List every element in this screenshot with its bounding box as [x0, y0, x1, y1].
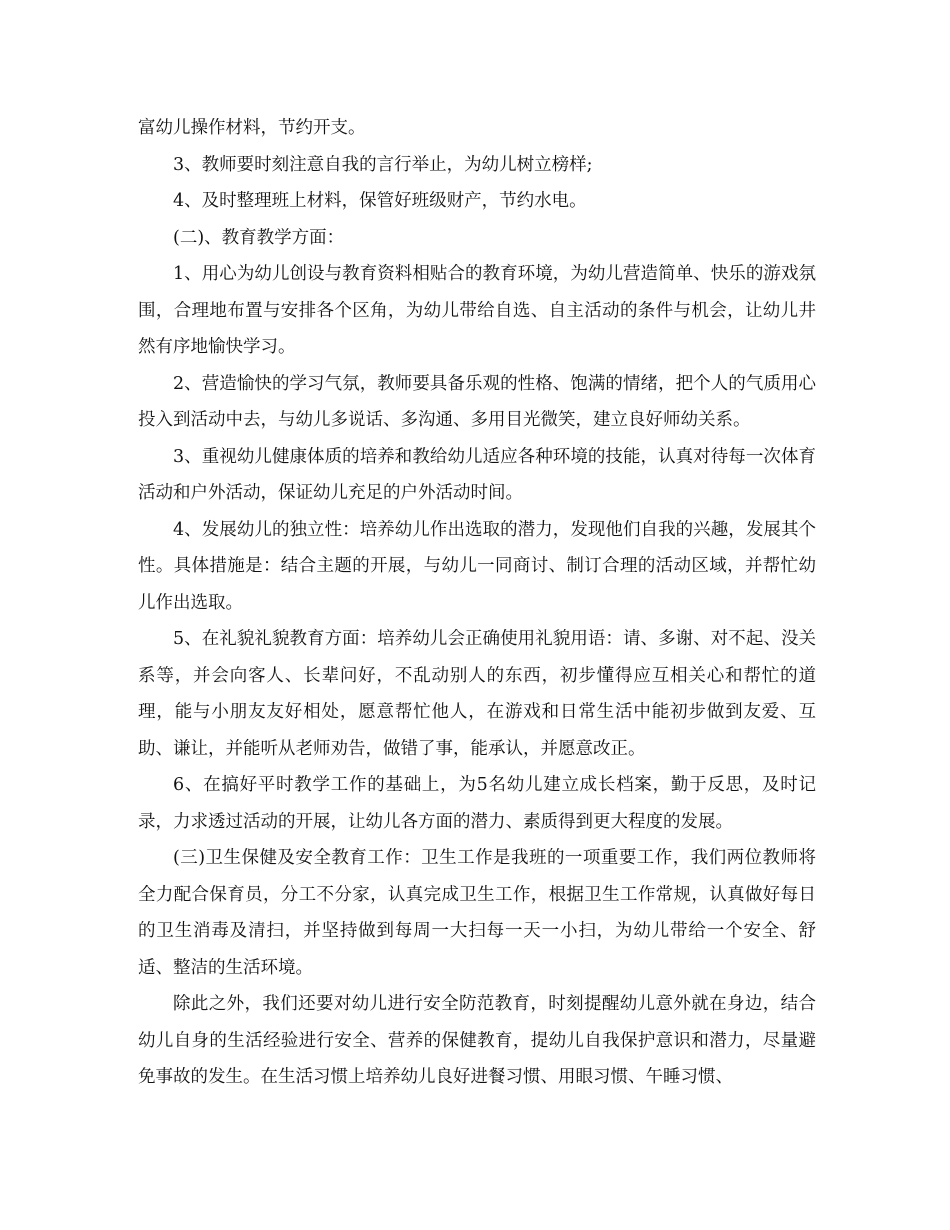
paragraph: 3、教师要时刻注意自我的言行举止，为幼儿树立榜样;: [173, 154, 593, 175]
paragraph: 5、在礼貌礼貌教育方面：培养幼儿会正确使用礼貌用语：请、多谢、对不起、没关系等，并会向客人、长辈问好，不乱动别人的东西，初步懂得应互相关心和帮忙的道理，能与小朋友友好相处，愿意帮忙他人，在游戏和日常生活中能初步做到友爱、互助、谦让，并能听从老师劝告，做错了事，能承认，并愿意改正。: [138, 629, 816, 759]
paragraph: 2、营造愉快的学习气氛，教师要具备乐观的性格、饱满的情绪，把个人的气质用心投入到活动中去，与幼儿多说话、多沟通、多用目光微笑，建立良好师幼关系。: [138, 373, 816, 430]
paragraph: 除此之外，我们还要对幼儿进行安全防范教育，时刻提醒幼儿意外就在身边，结合幼儿自身的生活经验进行安全、营养的保健教育，提幼儿自我保护意识和潜力，尽量避免事故的发生。在生活习惯上培养幼儿良好进餐习惯、用眼习惯、午睡习惯、: [138, 994, 816, 1087]
paragraph: 4、发展幼儿的独立性：培养幼儿作出选取的潜力，发现他们自我的兴趣，发展其个性。具体措施是：结合主题的开展，与幼儿一同商讨、制订合理的活动区域，并帮忙幼儿作出选取。: [138, 519, 816, 613]
section-heading: (二)、教育教学方面：: [173, 227, 345, 248]
paragraph: (三)卫生保健及安全教育工作：卫生工作是我班的一项重要工作，我们两位教师将全力配合保育员，分工不分家，认真完成卫生工作，根据卫生工作常规，认真做好每日的卫生消毒及清扫，并坚持做到每周一大扫每一天一小扫，为幼儿带给一个安全、舒适、整洁的生活环境。: [138, 848, 816, 978]
paragraph: 富幼儿操作材料，节约开支。: [138, 118, 366, 138]
paragraph: 3、重视幼儿健康体质的培养和教给幼儿适应各种环境的技能，认真对待每一次体育活动和户外活动，保证幼儿充足的户外活动时间。: [138, 446, 816, 503]
paragraph: 6、在搞好平时教学工作的基础上，为5名幼儿建立成长档案，勤于反思，及时记录，力求透过活动的开展，让幼儿各方面的潜力、素质得到更大程度的发展。: [138, 775, 816, 832]
paragraph: 4、及时整理班上材料，保管好班级财产，节约水电。: [173, 191, 587, 211]
paragraph: 1、用心为幼儿创设与教育资料相贴合的教育环境，为幼儿营造简单、快乐的游戏氛围，合理地布置与安排各个区角，为幼儿带给自选、自主活动的条件与机会，让幼儿井然有序地愉快学习。: [138, 264, 816, 357]
document-body: [138, 110, 816, 1096]
